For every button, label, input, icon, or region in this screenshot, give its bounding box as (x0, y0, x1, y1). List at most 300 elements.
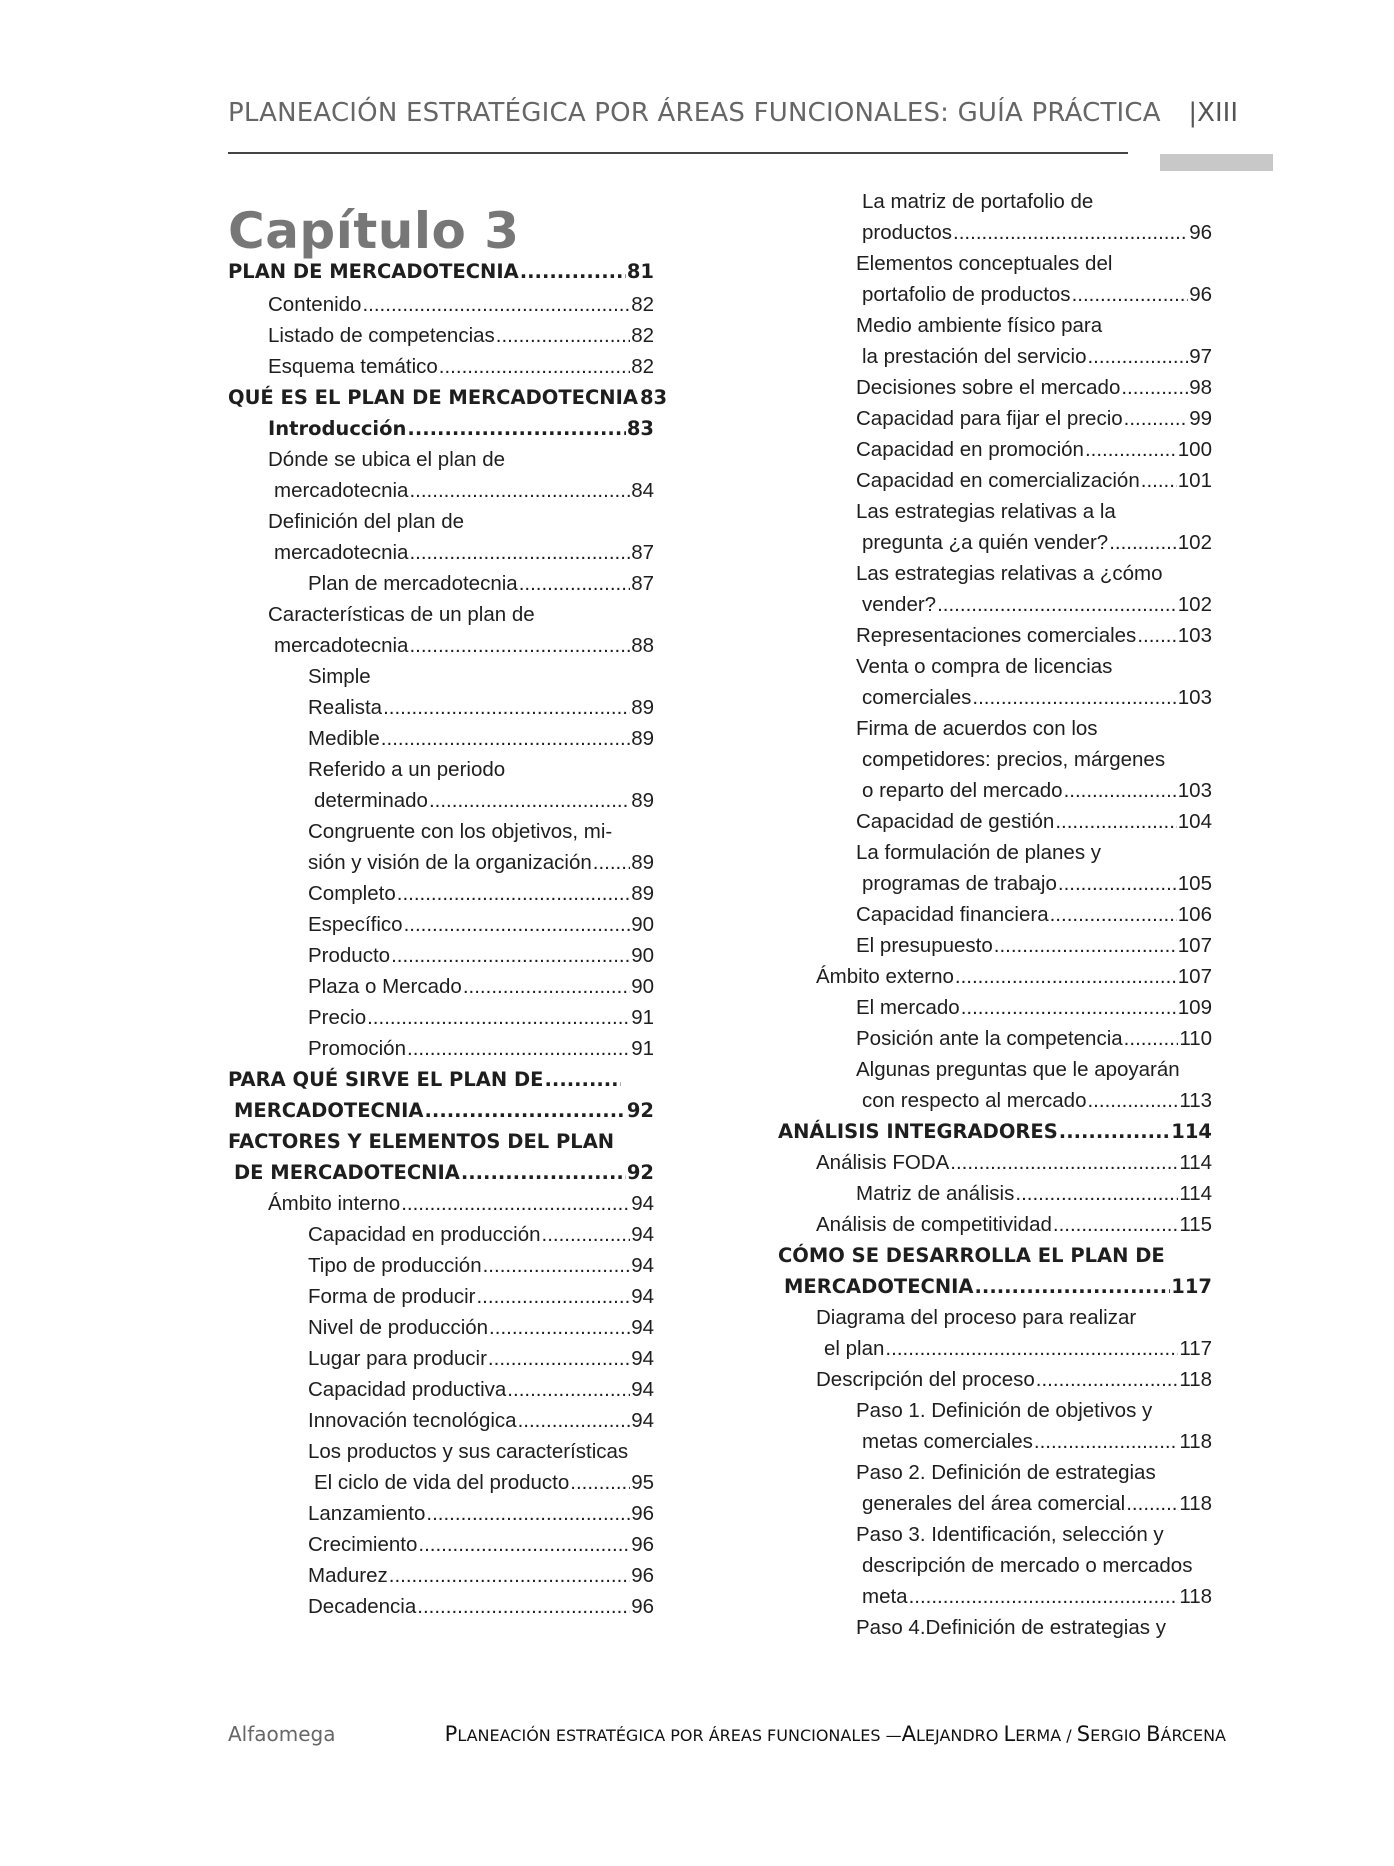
toc-entry-page: 87 (631, 541, 654, 564)
toc-entry-page: 81 (626, 260, 654, 283)
dot-leader (885, 1334, 1178, 1364)
toc-right-entry (856, 652, 1112, 682)
toc-left-entry (228, 1065, 622, 1095)
toc-left-entry (308, 1251, 654, 1281)
toc-right-entry (856, 311, 1102, 341)
toc-entry-title: competidores: precios, márgenes (862, 748, 1166, 771)
toc-entry-title: Nivel de producción (308, 1316, 489, 1339)
toc-left-entry (308, 693, 654, 723)
toc-entry-title: descripción de mercado o mercados (862, 1554, 1193, 1577)
toc-entry-page: 113 (1179, 1089, 1212, 1112)
dot-leader (483, 1251, 631, 1281)
toc-entry-page: 96 (631, 1564, 654, 1587)
toc-entry-page: 92 (626, 1099, 654, 1122)
toc-right-entry (862, 590, 1212, 620)
toc-entry-page: 102 (1177, 531, 1212, 554)
toc-entry-page: 103 (1177, 686, 1212, 709)
toc-right-entry (856, 1613, 1166, 1643)
toc-entry-page: 83 (639, 386, 668, 409)
toc-entry-title: Capacidad en producción (308, 1223, 541, 1246)
toc-entry-page: 89 (631, 789, 654, 812)
toc-entry-title: Completo (308, 882, 396, 905)
toc-entry-title: metas comerciales (862, 1430, 1033, 1453)
toc-entry-page: 84 (631, 479, 654, 502)
dot-leader (463, 972, 630, 1002)
toc-entry-page: 118 (1179, 1368, 1212, 1391)
toc-entry-page: 89 (631, 851, 654, 874)
toc-left-entry (268, 352, 654, 382)
dot-leader (950, 1148, 1178, 1178)
toc-right-entry (862, 218, 1212, 248)
toc-entry-page: 96 (1189, 221, 1212, 244)
toc-entry-title: Representaciones comerciales (856, 624, 1137, 647)
toc-entry-title: Plan de mercadotecnia (308, 572, 518, 595)
toc-entry-page: 101 (1177, 469, 1212, 492)
toc-left-entry (268, 290, 654, 320)
toc-entry-page: 114 (1171, 1120, 1212, 1143)
toc-entry-page: 92 (626, 1161, 654, 1184)
dot-leader (397, 879, 630, 909)
toc-entry-page: 99 (1189, 407, 1212, 430)
dot-leader (409, 476, 630, 506)
toc-left-entry (234, 1158, 654, 1188)
toc-entry-page: 96 (631, 1533, 654, 1556)
dot-leader (1121, 373, 1188, 403)
dot-leader (407, 414, 625, 444)
toc-left-entry (308, 1406, 654, 1436)
dot-leader (489, 1313, 630, 1343)
toc-entry-page: 94 (631, 1254, 654, 1277)
toc-entry-title: Medio ambiente físico para (856, 314, 1103, 337)
toc-entry-title: Forma de producir (308, 1285, 476, 1308)
dot-leader (1050, 900, 1177, 930)
toc-entry-title: Paso 2. Definición de estrategias (856, 1461, 1156, 1484)
toc-right-entry (856, 838, 1101, 868)
toc-left-entry (228, 257, 654, 287)
dot-leader (461, 1158, 626, 1188)
toc-entry-page: 103 (1177, 779, 1212, 802)
dot-leader (520, 257, 626, 287)
toc-right-entry (816, 1303, 1136, 1333)
toc-entry-title: productos (862, 221, 953, 244)
toc-right-entry (862, 1489, 1212, 1519)
dot-leader (391, 941, 630, 971)
toc-entry-title: meta (862, 1585, 908, 1608)
dot-leader (488, 1344, 630, 1374)
toc-left-entry (308, 1530, 654, 1560)
toc-entry-title: El ciclo de vida del producto (314, 1471, 570, 1494)
toc-entry-page: 89 (631, 696, 654, 719)
toc-entry-page: 82 (631, 293, 654, 316)
dot-leader (1085, 435, 1177, 465)
toc-entry-title: Capacidad para fijar el precio (856, 407, 1123, 430)
toc-entry-page: 90 (631, 913, 654, 936)
toc-right-entry (862, 1427, 1212, 1457)
toc-entry-title: Las estrategias relativas a la (856, 500, 1116, 523)
toc-right-entry (856, 373, 1212, 403)
dot-leader (972, 683, 1176, 713)
toc-entry-page: 114 (1179, 1182, 1212, 1205)
toc-entry-page: 94 (631, 1223, 654, 1246)
toc-left-entry (308, 941, 654, 971)
toc-entry-page: 89 (631, 882, 654, 905)
toc-entry-title: Lugar para producir (308, 1347, 487, 1370)
toc-left-entry (314, 786, 654, 816)
toc-entry-page: 105 (1177, 872, 1212, 895)
toc-left-entry (268, 414, 654, 444)
toc-entry-title: la prestación del servicio (862, 345, 1087, 368)
dot-leader (429, 786, 630, 816)
toc-right-entry (856, 1520, 1164, 1550)
dot-leader (1109, 528, 1177, 558)
toc-entry-page: 94 (631, 1378, 654, 1401)
dot-leader (955, 962, 1177, 992)
toc-entry-title: Congruente con los objetivos, mi- (308, 820, 613, 843)
toc-left-entry (308, 972, 654, 1002)
toc-entry-page: 89 (631, 727, 654, 750)
toc-entry-title: Simple (308, 665, 371, 688)
dot-leader (409, 538, 630, 568)
toc-right-entry (816, 1148, 1212, 1178)
toc-right-entry (856, 1458, 1156, 1488)
header-rule (228, 152, 1128, 154)
dot-leader (1055, 807, 1176, 837)
dot-leader (961, 993, 1177, 1023)
toc-right-entry (856, 1055, 1180, 1085)
toc-right-entry (856, 993, 1212, 1023)
dot-leader (1072, 280, 1189, 310)
toc-entry-page: 94 (631, 1316, 654, 1339)
toc-right-entry (856, 1024, 1212, 1054)
toc-right-entry (856, 714, 1098, 744)
chapter-title: Capítulo 3 (228, 202, 520, 260)
toc-entry-title: Los productos y sus características (308, 1440, 629, 1463)
dot-leader (1126, 1489, 1178, 1519)
dot-leader (593, 848, 630, 878)
toc-right-entry (816, 1365, 1212, 1395)
toc-entry-title: sión y visión de la organización (308, 851, 592, 874)
toc-entry-title: vender? (862, 593, 937, 616)
toc-entry-title: Posición ante la competencia (856, 1027, 1123, 1050)
dot-leader (1064, 776, 1177, 806)
toc-right-entry (856, 249, 1112, 279)
toc-right-entry (862, 528, 1212, 558)
toc-entry-page: 94 (631, 1192, 654, 1215)
toc-right-entry (856, 807, 1212, 837)
toc-right-entry (856, 1179, 1212, 1209)
toc-entry-title: FACTORES Y ELEMENTOS DEL PLAN (228, 1130, 615, 1153)
toc-left-entry (308, 755, 505, 785)
toc-entry-page: 96 (631, 1502, 654, 1525)
toc-entry-title: Descripción del proceso (816, 1368, 1035, 1391)
toc-entry-title: Análisis de competitividad (816, 1213, 1052, 1236)
toc-right-entry (824, 1334, 1212, 1364)
toc-entry-title: La matriz de portafolio de (862, 190, 1094, 213)
toc-entry-title: Específico (308, 913, 403, 936)
toc-left-entry (268, 1189, 654, 1219)
dot-leader (418, 1530, 630, 1560)
toc-entry-title: programas de trabajo (862, 872, 1057, 895)
toc-entry-page: 107 (1177, 934, 1212, 957)
toc-left-entry (308, 1592, 654, 1622)
toc-entry-page: 90 (631, 944, 654, 967)
toc-entry-page: 95 (631, 1471, 654, 1494)
dot-leader (404, 910, 631, 940)
toc-left-entry (308, 569, 654, 599)
toc-entry-title: Capacidad financiera (856, 903, 1049, 926)
toc-left-entry (308, 879, 654, 909)
toc-entry-title: Paso 1. Definición de objetivos y (856, 1399, 1153, 1422)
toc-right-entry (856, 497, 1116, 527)
toc-right-entry (862, 1551, 1192, 1581)
toc-entry-title: Capacidad de gestión (856, 810, 1055, 833)
publisher-footer: Alfaomega (228, 1722, 336, 1746)
toc-entry-title: Promoción (308, 1037, 406, 1060)
dot-leader (953, 218, 1188, 248)
toc-entry-title: Referido a un periodo (308, 758, 506, 781)
toc-left-entry (274, 476, 654, 506)
dot-leader (362, 290, 630, 320)
dot-leader (545, 1065, 622, 1095)
toc-entry-title: Matriz de análisis (856, 1182, 1015, 1205)
dot-leader (409, 631, 630, 661)
toc-entry-title: ANÁLISIS INTEGRADORES (778, 1120, 1058, 1143)
toc-entry-title: Contenido (268, 293, 362, 316)
toc-left-entry (308, 1561, 654, 1591)
toc-right-entry (862, 1086, 1212, 1116)
toc-right-entry (816, 1210, 1212, 1240)
toc-entry-title: Capacidad en promoción (856, 438, 1084, 461)
toc-entry-title: generales del área comercial (862, 1492, 1126, 1515)
toc-left-entry (308, 1313, 654, 1343)
toc-right-entry (778, 1241, 1165, 1271)
toc-entry-title: Diagrama del proceso para realizar (816, 1306, 1137, 1329)
toc-entry-page: 82 (631, 355, 654, 378)
toc-right-entry (862, 776, 1212, 806)
toc-entry-title: Características de un plan de (268, 603, 535, 626)
running-header (228, 98, 1238, 138)
toc-right-entry (856, 466, 1212, 496)
toc-entry-title: MERCADOTECNIA (784, 1275, 974, 1298)
toc-entry-title: CÓMO SE DESARROLLA EL PLAN DE (778, 1244, 1165, 1267)
toc-entry-title: Realista (308, 696, 383, 719)
toc-entry-page: 91 (631, 1037, 654, 1060)
dot-leader (407, 1034, 630, 1064)
toc-entry-page: 88 (631, 634, 654, 657)
toc-right-entry (856, 931, 1212, 961)
toc-right-entry (856, 621, 1212, 651)
dot-leader (425, 1096, 626, 1126)
toc-entry-page: 103 (1177, 624, 1212, 647)
dot-leader (367, 1003, 630, 1033)
toc-right-entry (862, 683, 1212, 713)
toc-entry-title: Plaza o Mercado (308, 975, 462, 998)
toc-entry-page: 100 (1177, 438, 1212, 461)
toc-entry-page: 117 (1179, 1337, 1212, 1360)
dot-leader (417, 1592, 630, 1622)
toc-left-entry (308, 1499, 654, 1529)
toc-entry-title: Las estrategias relativas a ¿cómo (856, 562, 1163, 585)
toc-right-entry (856, 435, 1212, 465)
toc-right-entry (856, 404, 1212, 434)
toc-entry-page: 94 (631, 1285, 654, 1308)
toc-entry-title: Decadencia (308, 1595, 417, 1618)
toc-entry-page: 90 (631, 975, 654, 998)
toc-right-entry (862, 1582, 1212, 1612)
toc-entry-page: 96 (631, 1595, 654, 1618)
dot-leader (1058, 869, 1177, 899)
toc-entry-title: Introducción (268, 417, 407, 440)
toc-entry-page: 115 (1179, 1213, 1212, 1236)
dot-leader (1087, 1086, 1178, 1116)
toc-entry-page: 118 (1179, 1430, 1212, 1453)
toc-entry-title: Algunas preguntas que le apoyarán (856, 1058, 1180, 1081)
toc-entry-title: portafolio de productos (862, 283, 1071, 306)
dot-leader (507, 1375, 630, 1405)
toc-entry-title: Ámbito externo (816, 965, 954, 988)
toc-right-entry (856, 1396, 1152, 1426)
toc-right-entry (862, 280, 1212, 310)
toc-entry-page: 104 (1177, 810, 1212, 833)
dot-leader (570, 1468, 630, 1498)
toc-entry-title: Paso 4.Definición de estrategias y (856, 1616, 1166, 1639)
toc-entry-title: pregunta ¿a quién vender? (862, 531, 1109, 554)
dot-leader (1124, 404, 1189, 434)
toc-entry-page: 97 (1189, 345, 1212, 368)
toc-right-entry (816, 962, 1212, 992)
dot-leader (994, 931, 1177, 961)
toc-left-entry (228, 1127, 614, 1157)
toc-entry-page: 98 (1189, 376, 1212, 399)
toc-entry-title: Análisis FODA (816, 1151, 950, 1174)
toc-entry-page: 91 (631, 1006, 654, 1029)
toc-entry-page: 94 (631, 1409, 654, 1432)
toc-entry-title: Medible (308, 727, 380, 750)
toc-right-entry (862, 869, 1212, 899)
toc-entry-page: 114 (1179, 1151, 1212, 1174)
toc-right-entry (862, 342, 1212, 372)
toc-entry-title: con respecto al mercado (862, 1089, 1087, 1112)
toc-entry-title: El mercado (856, 996, 960, 1019)
toc-entry-page: 109 (1177, 996, 1212, 1019)
toc-entry-title: Crecimiento (308, 1533, 418, 1556)
dot-leader (1015, 1179, 1178, 1209)
toc-right-entry (862, 187, 1093, 217)
toc-entry-title: mercadotecnia (274, 541, 409, 564)
toc-left-entry (314, 1468, 654, 1498)
dot-leader (496, 321, 630, 351)
toc-entry-title: Capacidad productiva (308, 1378, 507, 1401)
toc-entry-title: Ámbito interno (268, 1192, 401, 1215)
dot-leader (975, 1272, 1171, 1302)
book-title-header: PLANEACIÓN ESTRATÉGICA POR ÁREAS FUNCIONALES: GUÍA PRÁCTICA (228, 98, 1161, 128)
toc-entry-title: mercadotecnia (274, 479, 409, 502)
toc-entry-page: 118 (1179, 1585, 1212, 1608)
toc-entry-title: Dónde se ubica el plan de (268, 448, 506, 471)
toc-left-entry (308, 1034, 654, 1064)
dot-leader (1087, 342, 1188, 372)
toc-right-entry (784, 1272, 1212, 1302)
toc-entry-title: Firma de acuerdos con los (856, 717, 1098, 740)
dot-leader (401, 1189, 630, 1219)
toc-left-entry (268, 507, 464, 537)
header-gray-block (1160, 154, 1273, 171)
toc-entry-title: DE MERCADOTECNIA (234, 1161, 460, 1184)
toc-left-entry (308, 662, 371, 692)
toc-entry-page: 106 (1177, 903, 1212, 926)
toc-left-entry (228, 383, 668, 413)
toc-left-entry (274, 631, 654, 661)
page-number: |XIII (1188, 98, 1238, 128)
toc-right-entry (856, 900, 1212, 930)
toc-entry-page: 96 (1189, 283, 1212, 306)
toc-left-entry (308, 848, 654, 878)
toc-entry-title: determinado (314, 789, 428, 812)
toc-right-entry (862, 745, 1165, 775)
dot-leader (519, 569, 631, 599)
toc-entry-page: 102 (1177, 593, 1212, 616)
toc-left-entry (308, 1282, 654, 1312)
toc-entry-page: 118 (1179, 1492, 1212, 1515)
dot-leader (1124, 1024, 1179, 1054)
toc-entry-title: Paso 3. Identificación, selección y (856, 1523, 1164, 1546)
toc-left-entry (308, 1437, 628, 1467)
toc-entry-title: Innovación tecnológica (308, 1409, 517, 1432)
toc-entry-title: Tipo de producción (308, 1254, 482, 1277)
toc-entry-title: El presupuesto (856, 934, 993, 957)
toc-entry-title: Precio (308, 1006, 367, 1029)
toc-entry-page: 107 (1177, 965, 1212, 988)
toc-entry-title: Decisiones sobre el mercado (856, 376, 1121, 399)
toc-entry-page: 94 (631, 1347, 654, 1370)
dot-leader (1053, 1210, 1178, 1240)
toc-entry-title: Venta o compra de licencias (856, 655, 1113, 678)
toc-entry-title: PARA QUÉ SIRVE EL PLAN DE (228, 1068, 544, 1091)
toc-entry-title: Esquema temático (268, 355, 438, 378)
dot-leader (1034, 1427, 1178, 1457)
dot-leader (439, 352, 630, 382)
dot-leader (518, 1406, 631, 1436)
toc-entry-title: el plan (824, 1337, 885, 1360)
toc-left-entry (274, 538, 654, 568)
toc-entry-title: Elementos conceptuales del (856, 252, 1113, 275)
dot-leader (909, 1582, 1179, 1612)
book-credit-footer: PLANEACIÓN ESTRATÉGICA POR ÁREAS FUNCIONALES —ALEJANDRO LERMA / SERGIO BÁRCENA (444, 1722, 1226, 1746)
toc-entry-title: mercadotecnia (274, 634, 409, 657)
dot-leader (937, 590, 1177, 620)
toc-entry-title: Listado de competencias (268, 324, 495, 347)
dot-leader (1036, 1365, 1179, 1395)
toc-left-entry (308, 1344, 654, 1374)
dot-leader (1059, 1117, 1171, 1147)
dot-leader (389, 1561, 630, 1591)
toc-entry-title: QUÉ ES EL PLAN DE MERCADOTECNIA (228, 386, 638, 409)
toc-left-entry (234, 1096, 654, 1126)
toc-entry-title: Producto (308, 944, 391, 967)
toc-entry-title: MERCADOTECNIA (234, 1099, 424, 1122)
toc-entry-title: La formulación de planes y (856, 841, 1102, 864)
toc-left-entry (308, 1003, 654, 1033)
toc-entry-title: o reparto del mercado (862, 779, 1063, 802)
toc-left-entry (308, 1375, 654, 1405)
toc-left-entry (268, 445, 505, 475)
toc-right-entry (856, 559, 1163, 589)
toc-entry-title: PLAN DE MERCADOTECNIA (228, 260, 519, 283)
toc-entry-page: 87 (631, 572, 654, 595)
toc-left-entry (268, 600, 535, 630)
toc-entry-title: Lanzamiento (308, 1502, 426, 1525)
toc-right-entry (778, 1117, 1212, 1147)
